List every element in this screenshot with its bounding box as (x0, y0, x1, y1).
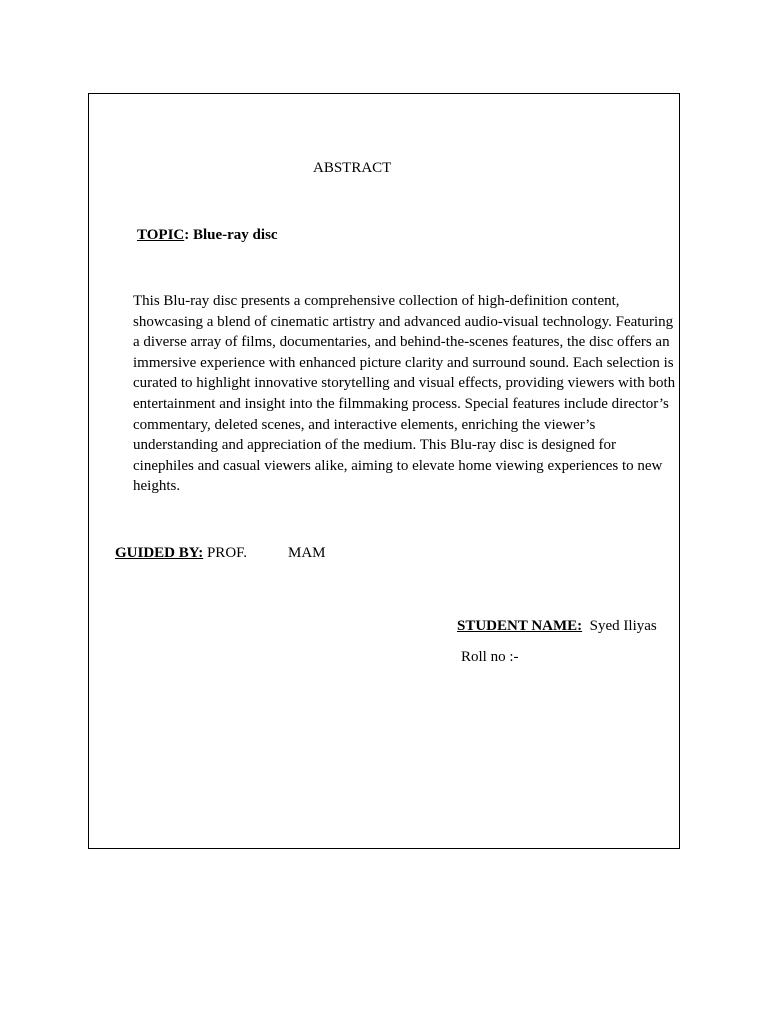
abstract-heading: ABSTRACT (313, 160, 392, 176)
guided-by-title: PROF. (206, 545, 248, 561)
body-line: commentary, deleted scenes, and interactive elements, enriching the viewer’s (133, 416, 596, 433)
topic-separator: : (184, 227, 190, 243)
topic-label: TOPIC (137, 227, 185, 243)
student-name-line (457, 617, 657, 635)
body-line: understanding and appreciation of the medium. This Blu-ray disc is designed for (133, 437, 616, 454)
body-line: a diverse array of films, documentaries, and behind-the-scenes features, the disc offers an (133, 334, 670, 351)
topic-value: Blue-ray disc (192, 227, 278, 243)
topic-line (137, 226, 278, 244)
guided-by-suffix: MAM (288, 545, 326, 561)
body-line: showcasing a blend of cinematic artistry and advanced audio-visual technology. Featuring (133, 313, 674, 330)
guided-by-line (115, 544, 326, 562)
body-line: immersive experience with enhanced picture clarity and surround sound. Each selection is (133, 354, 674, 371)
roll-no-line: Roll no :- (461, 649, 519, 665)
body-line: entertainment and insight into the filmmaking process. Special features include director’s (133, 395, 669, 412)
student-name-label: STUDENT NAME: (457, 618, 583, 634)
body-line: This Blu-ray disc presents a comprehensive collection of high-definition content, (133, 293, 620, 309)
guided-by-label: GUIDED BY: (115, 545, 204, 561)
student-name-value: Syed Iliyas (589, 618, 657, 634)
body-line: cinephiles and casual viewers alike, aiming to elevate home viewing experiences to new (133, 457, 663, 474)
body-line: curated to highlight innovative storytelling and visual effects, providing viewers with both (133, 375, 676, 392)
abstract-body (133, 291, 681, 497)
body-line: heights. (133, 478, 181, 495)
